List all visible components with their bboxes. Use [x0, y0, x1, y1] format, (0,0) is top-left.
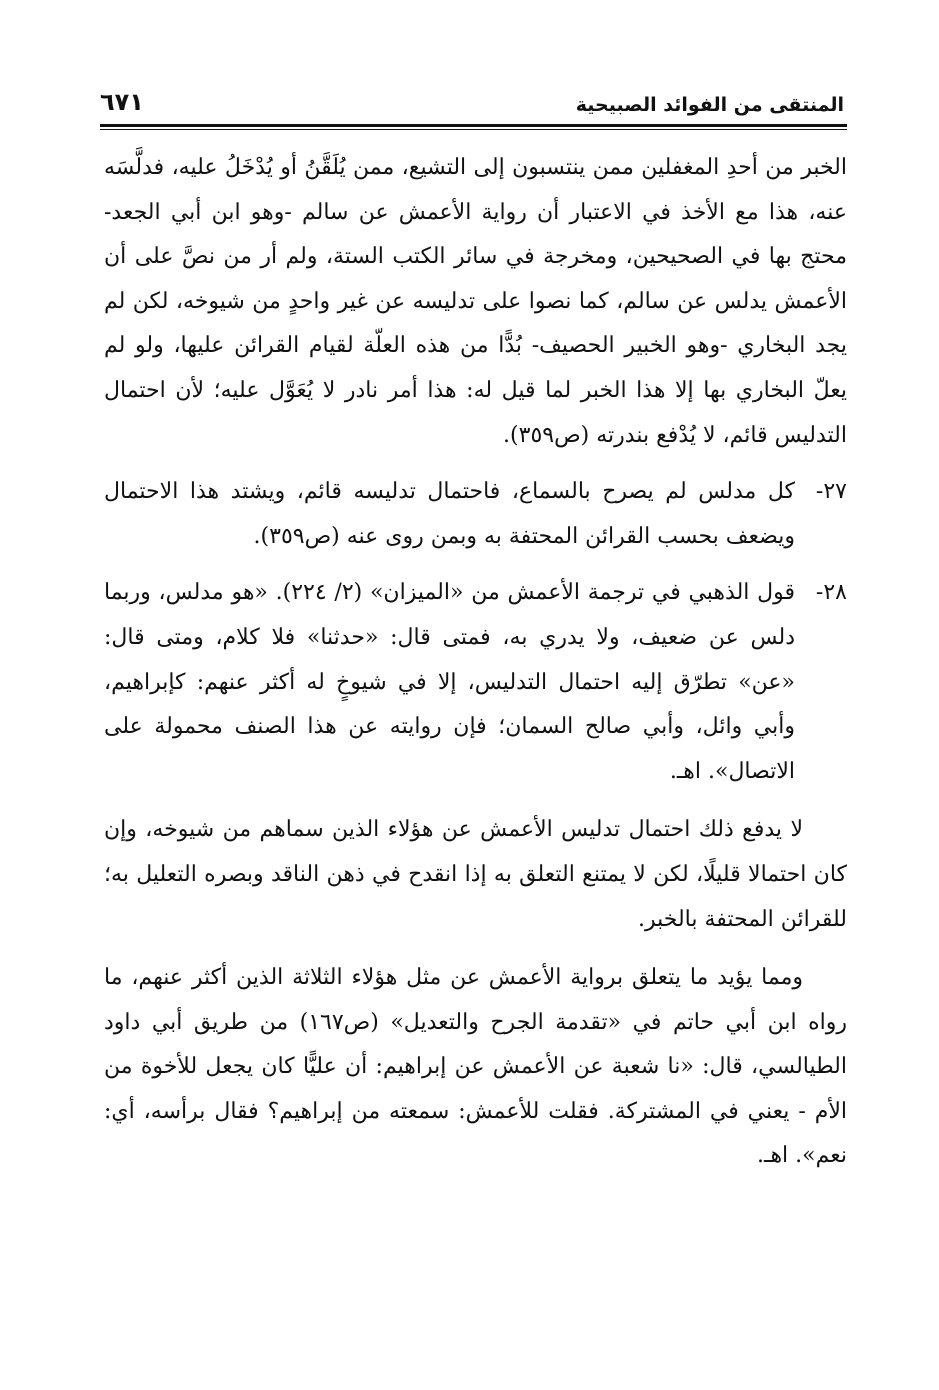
paragraph: لا يدفع ذلك احتمال تدليس الأعمش عن هؤلاء الذين سماهم من شيوخه، وإن كان احتمالا قليلًا، لكن لا يمتنع التعلق به إذا انقدح في ذهن الناقد وبصره التعليل به؛ للقرائن المحتفة بالخبر. [104, 817, 847, 932]
item-text: قول الذهبي في ترجمة الأعمش من «الميزان» (٢/ ٢٢٤). «هو مدلس، وربما دلس عن ضعيف، ولا يدري به، فمتى قال: «حدثنا» فلا كلام، ومتى قال: «عن» تطرّق إليه احتمال التدليس، إلا في شيوخٍ له أكثر عنهم: كإبراهيم، وأبي وائل، وأبي صالح السمان؛ فإن روايته عن هذا الصنف محمولة على الاتصال». اهـ. [104, 580, 796, 784]
paragraph-continuation: الخبر من أحدِ المغفلين ممن ينتسبون إلى التشيع، ممن يُلَقَّنُ أو يُدْخَلُ عليه، فدلَّسَه عنه، هذا مع الأخذ في الاعتبار أن رواية الأعمش عن سالم -وهو ابن أبي الجعد- محتج بها في الصحيحين، ومخرجة في سائر الكتب الستة، ولم أر من نصَّ على أن الأعمش يدلس عن سالم، كما نصوا على تدليسه عن غير واحدٍ من شيوخه، لكن لم يجد البخاري -وهو الخبير الحصيف- بُدًّا من هذه العلّة لقيام القرائن عليها، ولو لم يعلّ البخاري بها إلا هذا الخبر لما قيل له: هذا أمر نادر لا يُعَوَّل عليه؛ لأن احتمال التدليس قائم، لا يُدْفع بندرته (ص٣٥٩). [104, 155, 847, 448]
numbered-item-28 [104, 571, 847, 794]
header-rule-thick [100, 124, 847, 127]
page-header [100, 78, 844, 116]
item-number: ٢٧- [815, 479, 847, 505]
item-text: كل مدلس لم يصرح بالسماع، فاحتمال تدليسه قائم، ويشتد هذا الاحتمال ويضعف بحسب القرائن المحتفة به وبمن روى عنه (ص٣٥٩). [104, 479, 795, 549]
page-number: ٦٧١ [100, 88, 144, 116]
paragraph: ومما يؤيد ما يتعلق برواية الأعمش عن مثل هؤلاء الثلاثة الذين أكثر عنهم، ما رواه ابن أبي حاتم في «تقدمة الجرح والتعديل» (ص١٦٧) من طريق أبي داود الطيالسي، قال: «نا شعبة عن الأعمش عن إبراهيم: أن عليًّا كان يجعل للأخوة من الأم - يعني في المشتركة. فقلت للأعمش: سمعته من إبراهيم؟ فقال برأسه، أي: نعم». اهـ. [104, 965, 848, 1169]
page-body [104, 146, 847, 1179]
item-number: ٢٨- [815, 580, 847, 606]
header-rule-thin [100, 129, 847, 130]
numbered-item-27 [104, 470, 847, 559]
running-title: المنتقى من الفوائد الصبيحية [575, 94, 844, 116]
